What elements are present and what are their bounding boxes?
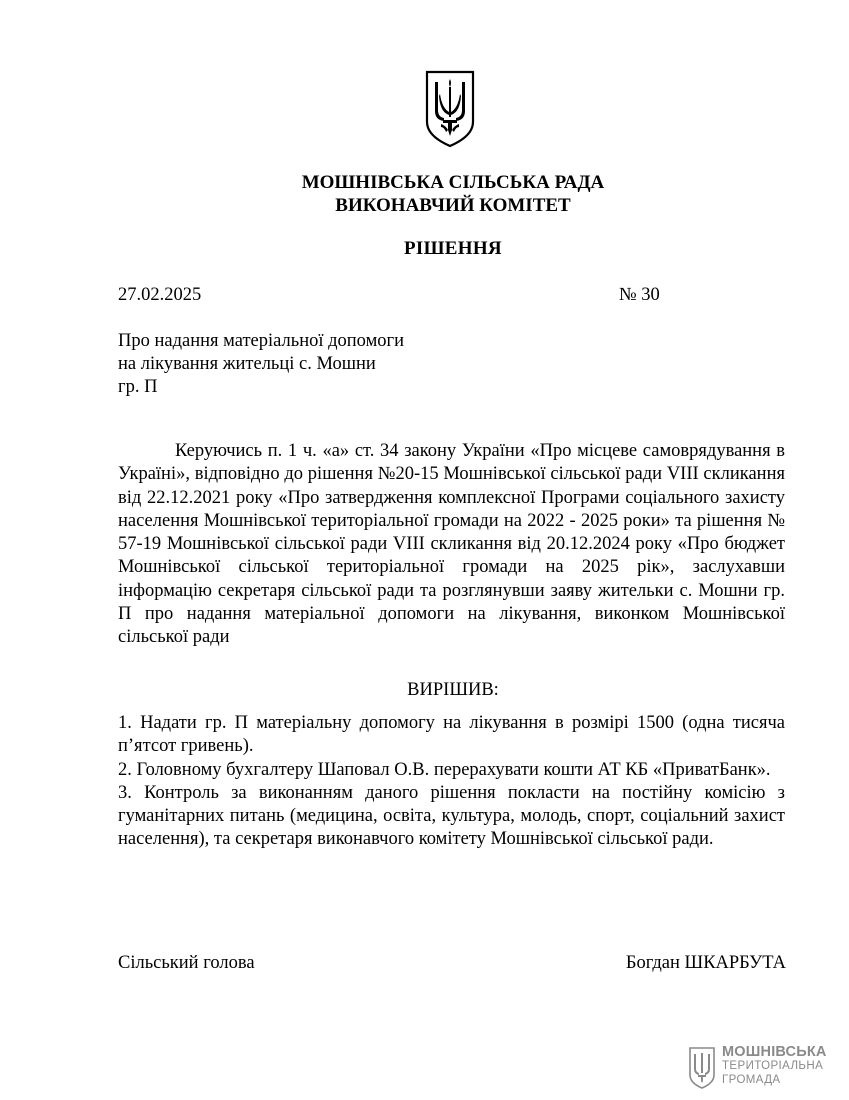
logo-text	[722, 1045, 827, 1087]
coat-of-arms-icon	[424, 70, 476, 148]
community-logo	[688, 1045, 838, 1093]
signatory-name: Богдан ШКАРБУТА	[625, 953, 786, 973]
trident-icon	[688, 1047, 716, 1089]
document-subject	[118, 330, 404, 399]
document-number: № 30	[619, 285, 660, 305]
subject-line: гр. П	[118, 377, 158, 397]
document-date: 27.02.2025	[118, 285, 202, 305]
signatory-role: Сільський голова	[118, 953, 255, 973]
logo-line: ТЕРИТОРІАЛЬНА	[722, 1060, 824, 1072]
resolution-item: 1. Надати гр. П матеріальну допомогу на лікування в розмірі 1500 (одна тисяча п’ятсот гривень).	[118, 713, 785, 757]
preamble-paragraph: Керуючись п. 1 ч. «а» ст. 34 закону України «Про місцеве самоврядування в Україні», відповідно до рішення №20-15 Мошнівської сільської ради VIII скликання від 22.12.2021 року «Про затвердження комплексної Програми соціального захисту населення Мошнівської територіальної громади на 2022 - 2025 роки» та рішення № 57-19 Мошнівської сільської ради VIII скликання від 20.12.2024 року «Про бюджет Мошнівської сільської територіальної громади на 2025 рік», заслухавши інформацію секретаря сільської ради та розглянувши заяву жительки с. Мошни гр. П про надання матеріальної допомоги на лікування, виконком Мошнівської сільської ради	[118, 441, 785, 648]
organization-name: МОШНІВСЬКА СІЛЬСЬКА РАДА	[301, 172, 605, 193]
resolution-item: 3. Контроль за виконанням даного рішення покласти на постійну комісію з гуманітарних питань (медицина, освіта, культура, молодь, спорт, соціальний захист населення), та секретаря виконавчого комітету Мошнівської сільської ради.	[118, 782, 785, 850]
organization-unit: ВИКОНАВЧИЙ КОМІТЕТ	[335, 195, 571, 216]
subject-line: на лікування жительці с. Мошни	[118, 354, 376, 374]
logo-line: МОШНІВСЬКА	[722, 1044, 827, 1060]
resolution-items	[118, 712, 785, 852]
resolution-item: 2. Головному бухгалтеру Шаповал О.В. перерахувати кошти АТ КБ «ПриватБанк».	[118, 759, 771, 780]
document-type-title: РІШЕННЯ	[404, 238, 502, 259]
logo-line: ГРОМАДА	[722, 1074, 781, 1086]
resolution-heading: ВИРІШИВ:	[407, 680, 499, 700]
subject-line: Про надання матеріальної допомоги	[118, 331, 405, 351]
